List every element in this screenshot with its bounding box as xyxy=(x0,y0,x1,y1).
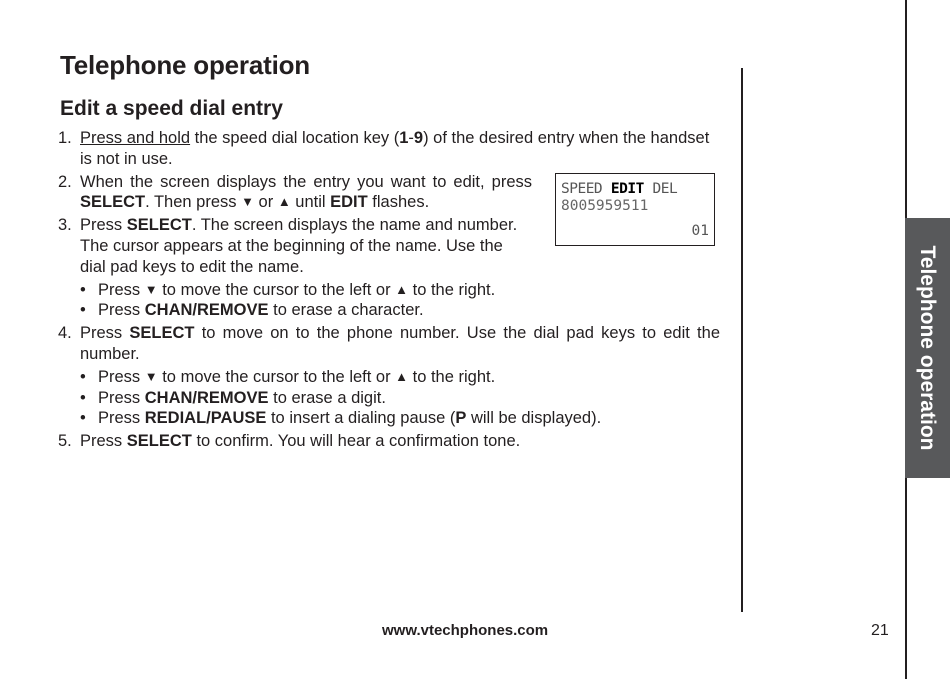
step-text: . The screen displays the name and number. The cursor appears at the beginning of the name. Use the dial pad keys to edit the name. xyxy=(80,216,518,276)
up-arrow-icon: ▲ xyxy=(395,368,409,384)
step-5 xyxy=(58,431,720,452)
lcd-screen xyxy=(555,173,715,246)
step-number: 2. xyxy=(58,172,72,191)
key-label: EDIT xyxy=(330,193,368,212)
lcd-edit: EDIT xyxy=(610,181,644,197)
key-label: SELECT xyxy=(129,324,195,343)
lcd-number: 8005959511 xyxy=(561,198,649,214)
step-text: to confirm. You will hear a confirmation tone. xyxy=(191,432,521,451)
step-text: Press xyxy=(98,301,145,320)
step-text: - xyxy=(408,129,414,147)
up-arrow-icon: ▲ xyxy=(395,281,409,297)
step-text: will be displayed). xyxy=(466,409,602,428)
step-body xyxy=(80,215,532,277)
step-text: Press xyxy=(98,367,145,386)
section-title: Edit a speed dial entry xyxy=(60,97,283,120)
step-text: Press and hold xyxy=(80,129,191,147)
step-text: Press xyxy=(98,280,145,299)
step-text: the speed dial location key ( xyxy=(190,129,400,147)
step-1 xyxy=(58,128,720,170)
step-2 xyxy=(58,172,532,214)
step-text: to the right. xyxy=(408,367,496,386)
down-arrow-icon: ▼ xyxy=(144,368,158,384)
step-text: to insert a dialing pause ( xyxy=(266,409,456,428)
step-text: until xyxy=(290,193,331,212)
bullet-list xyxy=(80,367,720,429)
lcd-speed: SPEED xyxy=(561,181,603,197)
list-item xyxy=(80,300,720,321)
step-number: 5. xyxy=(58,432,72,451)
list-item xyxy=(80,388,720,409)
step-text: Press xyxy=(98,388,145,407)
key-label: SELECT xyxy=(80,193,146,212)
step-4 xyxy=(58,323,720,429)
step-text: to move on to the phone number. Use the dial pad keys to edit the number. xyxy=(80,324,720,363)
page-number: 21 xyxy=(871,622,889,639)
step-text: ) of the desired entry when the handset is not in use. xyxy=(80,129,710,168)
step-text: Press xyxy=(80,324,130,343)
step-text: flashes. xyxy=(367,193,430,212)
step-text: to move the cursor to the left or xyxy=(157,367,396,386)
list-item xyxy=(80,280,720,301)
bullet-list xyxy=(80,280,720,322)
lcd-del: DEL xyxy=(652,181,678,197)
list-item xyxy=(80,367,720,388)
key-label: REDIAL/PAUSE xyxy=(144,409,267,428)
side-tab-label: Telephone operation xyxy=(916,245,939,451)
key-label: CHAN/REMOVE xyxy=(144,301,269,320)
key-label: SELECT xyxy=(126,432,192,451)
column-divider xyxy=(741,68,743,612)
step-text: to erase a digit. xyxy=(268,388,386,407)
step-text: Press xyxy=(98,409,145,428)
step-text: Press xyxy=(80,432,127,451)
lcd-location: 01 xyxy=(691,223,709,239)
lcd-menu-row xyxy=(561,181,709,198)
step-text: Press xyxy=(80,216,127,235)
step-number: 4. xyxy=(58,324,72,343)
step-text: or xyxy=(253,193,278,212)
key-label: P xyxy=(455,409,467,428)
step-text: to the right. xyxy=(408,280,496,299)
key-label: 9 xyxy=(413,129,424,147)
list-item xyxy=(80,408,720,429)
down-arrow-icon: ▼ xyxy=(144,281,158,297)
step-text: to move the cursor to the left or xyxy=(157,280,396,299)
key-label: CHAN/REMOVE xyxy=(144,388,269,407)
page-title: Telephone operation xyxy=(60,50,310,80)
step-number: 1. xyxy=(58,129,72,147)
down-arrow-icon: ▼ xyxy=(241,194,254,210)
step-text: When the screen displays the entry you want to edit, press xyxy=(80,172,532,191)
up-arrow-icon: ▲ xyxy=(277,194,291,210)
step-text: . Then press xyxy=(145,193,242,212)
step-number: 3. xyxy=(58,216,72,235)
footer-url: www.vtechphones.com xyxy=(382,622,549,639)
step-text: to erase a character. xyxy=(268,301,424,320)
key-label: SELECT xyxy=(126,216,192,235)
key-label: 1 xyxy=(399,129,409,147)
